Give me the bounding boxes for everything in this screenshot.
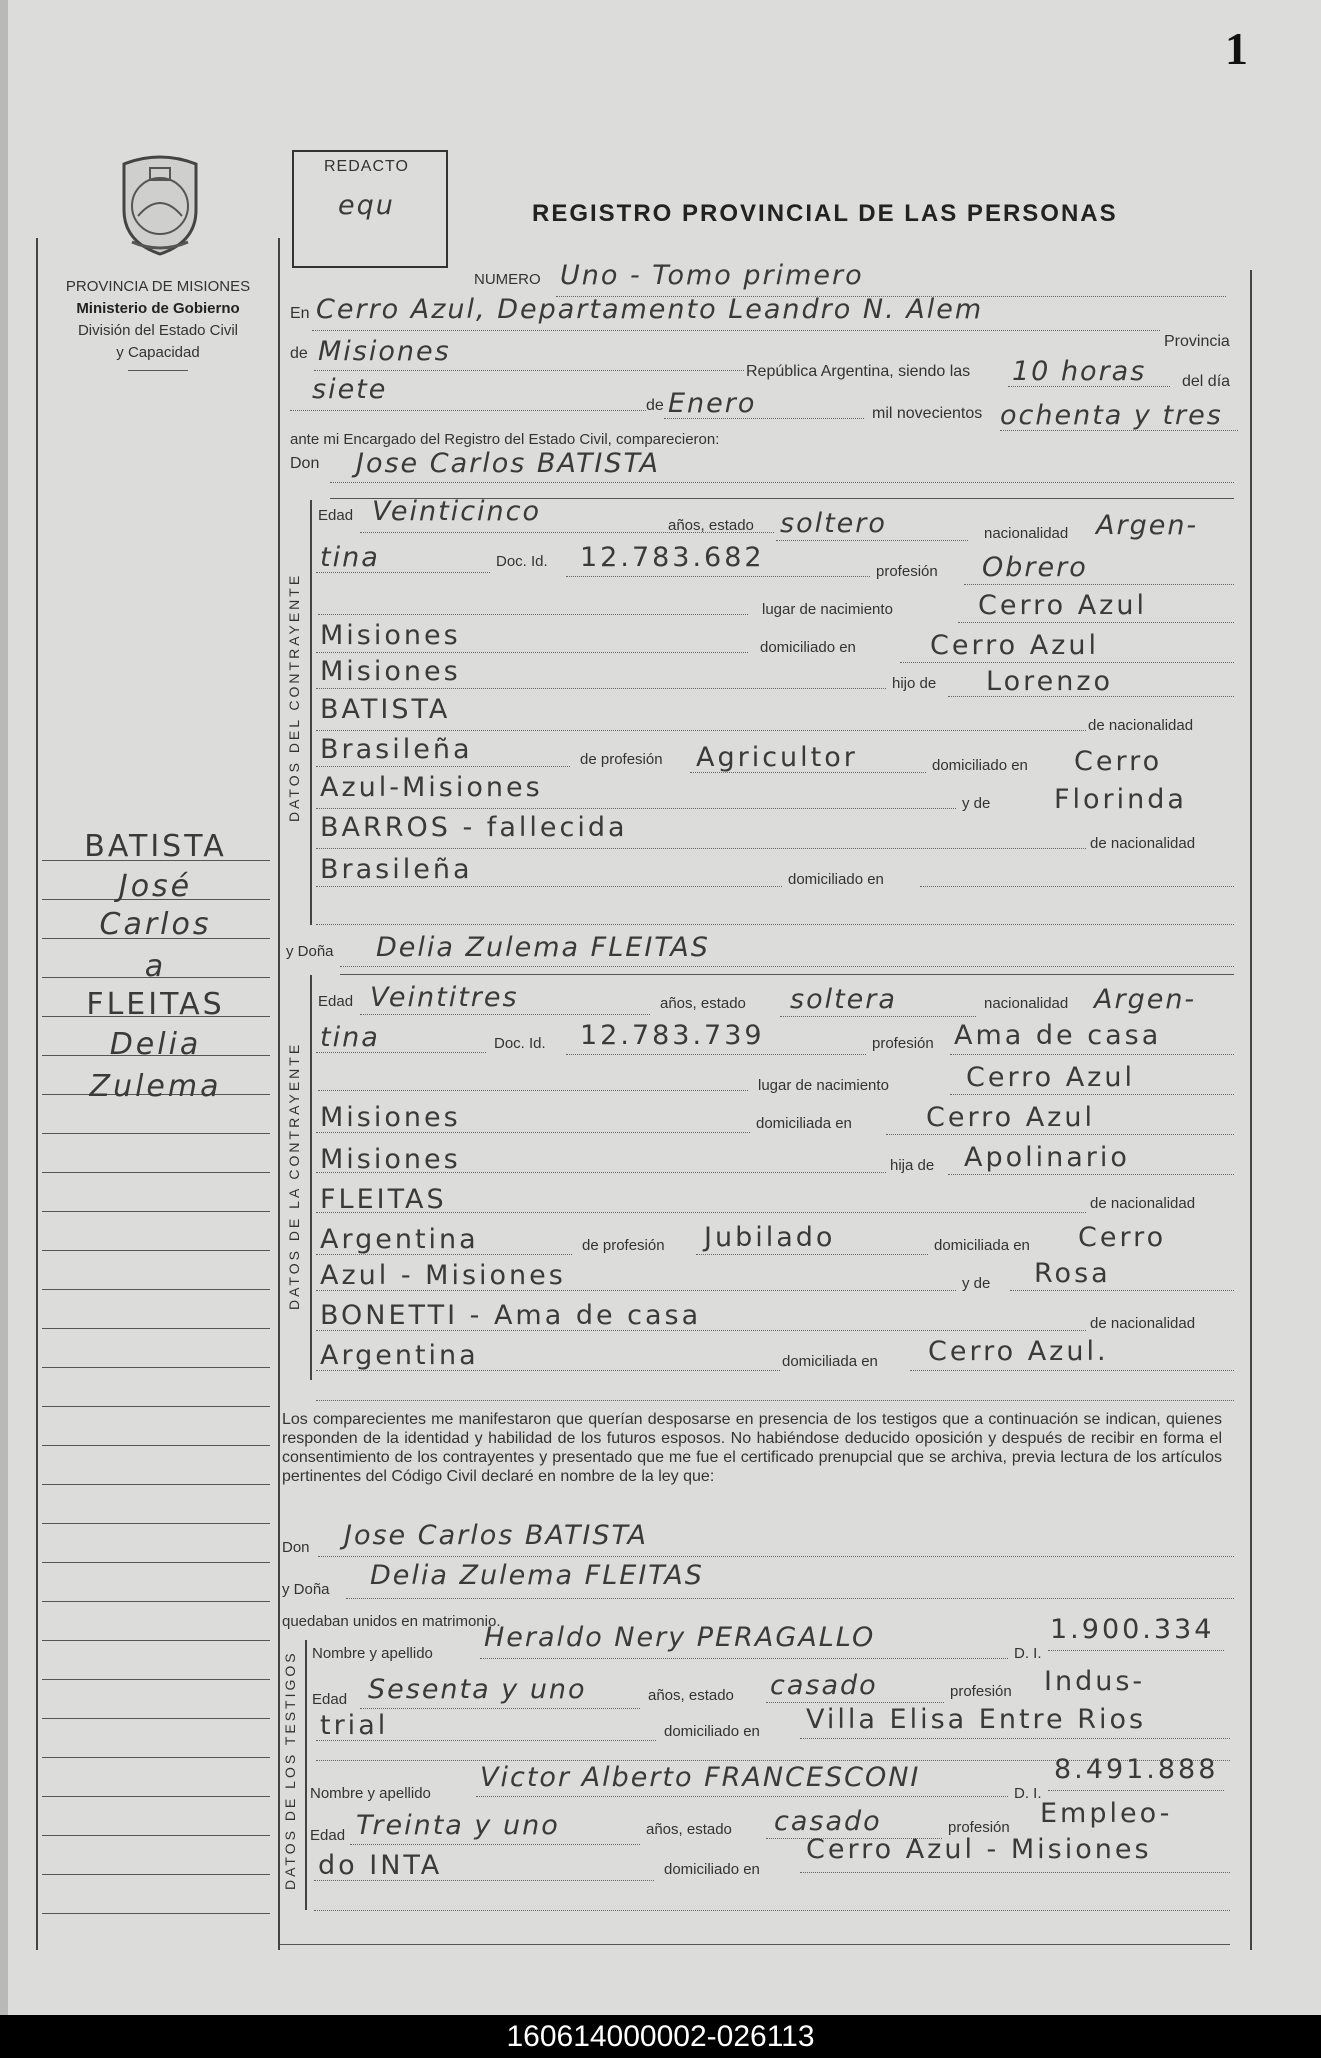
- f-madre-line: [1010, 1290, 1234, 1291]
- f-madre-dom-value: Cerro Azul.: [928, 1336, 1109, 1367]
- f-prof-line: [950, 1054, 1234, 1055]
- f-madre-nac-line: [316, 1370, 780, 1371]
- margin-rule: [42, 1445, 270, 1446]
- f-dom-value-a: Cerro Azul: [926, 1102, 1095, 1133]
- dia-value: siete: [312, 374, 388, 405]
- f-padre-dom-value-a: Cerro: [1078, 1222, 1167, 1253]
- del-dia-label: del día: [1182, 373, 1231, 390]
- t2-nombre-value: Victor Alberto FRANCESCONI: [480, 1762, 921, 1793]
- t2-di-value: 8.491.888: [1054, 1754, 1219, 1785]
- horas-line: [1008, 386, 1170, 387]
- f-madre-nac-label: de nacionalidad: [1090, 1315, 1196, 1332]
- c-blank-line-2: [316, 924, 1234, 925]
- f-padre-line: [948, 1174, 1234, 1175]
- margin-name-4: a: [144, 949, 167, 984]
- margin-name-5: FLEITAS: [86, 987, 225, 1022]
- f-nac-label: nacionalidad: [984, 995, 1069, 1012]
- anio-line: [1000, 430, 1238, 431]
- dona-value: Delia Zulema FLEITAS: [376, 932, 710, 963]
- t2-nombre-line: [476, 1796, 1008, 1797]
- t1-prof-line: [316, 1740, 656, 1741]
- f-madre-dom-line: [910, 1370, 1234, 1371]
- f-padre-dom-label: domiciliada en: [934, 1237, 1030, 1254]
- t2-di-label: D. I.: [1014, 1785, 1042, 1802]
- t2-prof-line: [314, 1880, 654, 1881]
- f-padre-prof-line: [696, 1254, 928, 1255]
- numero-value: Uno - Tomo primero: [560, 260, 864, 291]
- t2-blank-line: [314, 1910, 1230, 1911]
- c-blank-line: [318, 614, 748, 615]
- c-nac-label: nacionalidad: [984, 525, 1069, 542]
- t2-prof-label: profesión: [948, 1819, 1010, 1836]
- bottom-rule: [280, 1944, 1230, 1945]
- margin-rule: [42, 1523, 270, 1524]
- f-doc-line: [566, 1054, 866, 1055]
- testigos-box-line: [305, 1640, 307, 1910]
- c-dom-line-b: [316, 688, 886, 689]
- f-anos-label: años, estado: [660, 995, 746, 1012]
- f-edad-label: Edad: [318, 993, 354, 1010]
- contrayente-side-label: DATOS DEL CONTRAYENTE: [286, 572, 302, 822]
- margin-rule: [42, 1367, 270, 1368]
- t1-estado-line: [766, 1702, 944, 1703]
- c-padre-prof-label: de profesión: [580, 751, 663, 768]
- c-prof-label: profesión: [876, 563, 938, 580]
- mil-label: mil novecientos: [872, 405, 983, 422]
- margin-rule: [42, 1211, 270, 1212]
- margin-rule: [42, 1133, 270, 1134]
- margin-rule: [42, 1874, 270, 1875]
- t1-estado-value: casado: [770, 1670, 878, 1701]
- c-madre-value-b: BARROS - fallecida: [320, 812, 628, 843]
- don-value: Jose Carlos BATISTA: [356, 448, 661, 479]
- decl-dona-line: [346, 1598, 1234, 1599]
- f-padre-line-b: [316, 1212, 1086, 1213]
- f-y-de-label: y de: [962, 1275, 991, 1292]
- c-edad-label: Edad: [318, 507, 354, 524]
- t1-prof-label: profesión: [950, 1683, 1012, 1700]
- c-padre-value-a: Lorenzo: [986, 666, 1114, 697]
- page-title: REGISTRO PROVINCIAL DE LAS PERSONAS: [532, 200, 1118, 227]
- f-madre-nac-value: Argentina: [320, 1340, 479, 1371]
- t1-dom-value: Villa Elisa Entre Rios: [806, 1704, 1147, 1735]
- decl-dona-label: y Doña: [282, 1581, 330, 1598]
- mes-line: [664, 418, 864, 419]
- c-madre-nac-label: de nacionalidad: [1090, 835, 1196, 852]
- c-padre-nac-label: de nacionalidad: [1088, 717, 1194, 734]
- c-padre-dom-label: domiciliado en: [932, 757, 1028, 774]
- c-madre-nac-value: Brasileña: [320, 854, 473, 885]
- c-padre-nac-line: [316, 766, 570, 767]
- c-prof-value: Obrero: [982, 552, 1088, 583]
- f-blank-line: [318, 1090, 748, 1091]
- f-nac-value-b: tina: [320, 1022, 380, 1053]
- t1-nombre-value: Heraldo Nery PERAGALLO: [484, 1622, 876, 1653]
- f-padre-value-b: FLEITAS: [320, 1184, 447, 1215]
- contrayente-box-line: [310, 500, 312, 925]
- en-line: [312, 330, 1160, 331]
- page-number: 1: [1225, 23, 1248, 74]
- margin-rule: [42, 1406, 270, 1407]
- t1-edad-line: [360, 1708, 640, 1709]
- margin-rule: [42, 1172, 270, 1173]
- t2-dom-line: [800, 1872, 1230, 1873]
- don-label: Don: [290, 455, 320, 472]
- anio-value: ochenta y tres: [1000, 400, 1223, 431]
- margin-rule: [42, 1250, 270, 1251]
- issuing-office: [28, 276, 288, 371]
- c-padre-dom-value-b: Azul-Misiones: [320, 772, 543, 803]
- f-padre-prof-label: de profesión: [582, 1237, 665, 1254]
- f-edad-value: Veintitres: [370, 982, 519, 1013]
- t1-nombre-line: [480, 1658, 1008, 1659]
- office-province: PROVINCIA DE MISIONES: [65, 278, 251, 295]
- c-estado-value: soltero: [780, 508, 887, 539]
- de-value: Misiones: [318, 336, 451, 367]
- f-padre-dom-line: [316, 1290, 956, 1291]
- f-lugar-label: lugar de nacimiento: [758, 1077, 889, 1094]
- margin-rule: [42, 1796, 270, 1797]
- margin-rule: [42, 1328, 270, 1329]
- t2-estado-value: casado: [774, 1806, 882, 1837]
- f-padre-nac-label: de nacionalidad: [1090, 1195, 1196, 1212]
- en-value: Cerro Azul, Departamento Leandro N. Alem: [316, 294, 984, 325]
- f-doc-value: 12.783.739: [580, 1020, 765, 1051]
- c-edad-value: Veinticinco: [372, 496, 542, 527]
- t2-prof-value-b: do INTA: [318, 1850, 443, 1881]
- margin-name-2: José: [118, 869, 193, 904]
- c-padre-dom-line: [316, 808, 956, 809]
- f-nac-line: [316, 1052, 486, 1053]
- f-dom-value-b: Misiones: [320, 1144, 461, 1175]
- dona-rule: [340, 974, 1234, 975]
- de-label: de: [290, 345, 308, 362]
- ante-label: ante mi Encargado del Registro del Estado Civil, comparecieron:: [290, 431, 720, 448]
- office-division: División del Estado Civil: [77, 322, 239, 339]
- contrayenta-box-line: [310, 975, 312, 1380]
- f-madre-dom-label: domiciliada en: [782, 1353, 878, 1370]
- dona-line: [340, 966, 1234, 967]
- c-padre-nac-value: Brasileña: [320, 734, 473, 765]
- c-doc-line: [566, 576, 870, 577]
- c-lugar-value-a: Cerro Azul: [978, 590, 1147, 621]
- f-blank-line-2: [316, 1400, 1234, 1401]
- f-estado-value: soltera: [790, 984, 897, 1015]
- margin-rule: [42, 1679, 270, 1680]
- decl-don-line: [318, 1556, 1234, 1557]
- t2-prof-value-a: Empleo-: [1040, 1798, 1173, 1829]
- f-madre-line-b: [316, 1330, 1086, 1331]
- f-padre-value-a: Apolinario: [964, 1142, 1130, 1173]
- t1-di-label: D. I.: [1014, 1645, 1042, 1662]
- c-padre-line-b: [316, 730, 1086, 731]
- c-prof-line: [964, 584, 1234, 585]
- c-lugar-value-b: Misiones: [320, 620, 461, 651]
- f-hija-label: hija de: [890, 1157, 935, 1174]
- c-nac-value-a: Argen-: [1096, 510, 1199, 541]
- f-doc-label: Doc. Id.: [494, 1035, 546, 1052]
- de2-label: de: [646, 397, 664, 414]
- t1-di-line: [1048, 1650, 1224, 1651]
- f-dom-label: domiciliada en: [756, 1115, 852, 1132]
- numero-label: NUMERO: [474, 271, 541, 288]
- t1-dom-label: domiciliado en: [664, 1723, 760, 1740]
- redacto-box: [292, 150, 448, 268]
- en-label: En: [290, 305, 310, 322]
- margin-name-3: Carlos: [99, 907, 212, 942]
- f-padre-prof-value: Jubilado: [704, 1222, 836, 1253]
- redacto-initials: equ: [338, 190, 395, 221]
- c-dom-line: [900, 662, 1234, 663]
- c-madre-dom-label: domiciliado en: [788, 871, 884, 888]
- f-padre-dom-value-b: Azul - Misiones: [320, 1260, 566, 1291]
- decl-unidos-label: quedaban unidos en matrimonio.: [282, 1613, 501, 1630]
- office-capacity: y Capacidad: [116, 344, 200, 361]
- c-hijo-label: hijo de: [892, 675, 937, 692]
- don-line: [330, 482, 1234, 483]
- redacto-label: REDACTO: [324, 158, 409, 175]
- c-nac-line: [316, 572, 490, 573]
- office-divider: [128, 370, 188, 371]
- c-nac-value-b: tina: [320, 542, 380, 573]
- t1-edad-label: Edad: [312, 1691, 348, 1708]
- decl-don-label: Don: [282, 1539, 310, 1556]
- margin-rule: [42, 1913, 270, 1914]
- contrayenta-side-label: DATOS DE LA CONTRAYENTE: [286, 1041, 302, 1310]
- t1-di-value: 1.900.334: [1050, 1614, 1215, 1645]
- f-estado-line: [780, 1016, 976, 1017]
- f-nac-value-a: Argen-: [1094, 984, 1197, 1015]
- c-lugar-line: [958, 622, 1234, 623]
- c-madre-nac-line: [316, 886, 782, 887]
- margin-rule: [42, 1718, 270, 1719]
- mes-value: Enero: [668, 388, 757, 419]
- c-madre-dom-line: [920, 886, 1234, 887]
- t1-nombre-label: Nombre y apellido: [312, 1645, 433, 1662]
- c-padre-prof-line: [690, 772, 926, 773]
- f-madre-value-b: BONETTI - Ama de casa: [320, 1300, 702, 1331]
- c-padre-dom-value-a: Cerro: [1074, 746, 1163, 777]
- f-edad-line: [360, 1014, 650, 1015]
- f-dom-line-b: [316, 1172, 886, 1173]
- c-doc-label: Doc. Id.: [496, 553, 548, 570]
- f-lugar-line: [950, 1094, 1234, 1095]
- margin-rule: [42, 1289, 270, 1290]
- t2-edad-label: Edad: [310, 1827, 346, 1844]
- t1-edad-value: Sesenta y uno: [368, 1674, 587, 1705]
- c-anos-label: años, estado: [668, 517, 754, 534]
- margin-rule: [42, 1562, 270, 1563]
- c-padre-prof-value: Agricultor: [696, 742, 858, 773]
- c-y-de-label: y de: [962, 795, 991, 812]
- t1-anos-label: años, estado: [648, 1687, 734, 1704]
- t2-edad-line: [350, 1844, 640, 1845]
- t2-di-line: [1048, 1790, 1224, 1791]
- f-lugar-value-a: Cerro Azul: [966, 1062, 1135, 1093]
- c-madre-line: [316, 848, 1086, 849]
- t1-dom-line: [800, 1738, 1230, 1739]
- f-padre-nac-value: Argentina: [320, 1224, 479, 1255]
- c-lugar-label: lugar de nacimiento: [762, 601, 893, 618]
- document-id-footer: 160614000002-026113: [0, 2015, 1321, 2058]
- horas-value: 10 horas: [1012, 356, 1147, 387]
- margin-name-7: Zulema: [89, 1069, 222, 1104]
- margin-rule: [42, 1757, 270, 1758]
- provincial-seal-icon: [112, 150, 208, 256]
- f-dom-line: [886, 1134, 1234, 1135]
- c-estado-line: [776, 540, 968, 541]
- f-lugar-line-b: [316, 1132, 750, 1133]
- provincia-label: Provincia: [1164, 333, 1230, 350]
- f-lugar-value-b: Misiones: [320, 1102, 461, 1133]
- office-ministry: Ministerio de Gobierno: [76, 300, 240, 317]
- c-padre-line: [948, 696, 1234, 697]
- c-lugar-line-b: [316, 652, 748, 653]
- t2-dom-label: domiciliado en: [664, 1861, 760, 1878]
- margin-rule: [42, 1835, 270, 1836]
- f-madre-value-a: Rosa: [1034, 1258, 1111, 1289]
- dona-label: y Doña: [286, 943, 334, 960]
- decl-don-value: Jose Carlos BATISTA: [344, 1520, 649, 1551]
- testigos-side-label: DATOS DE LOS TESTIGOS: [282, 1650, 298, 1890]
- de-line: [314, 370, 744, 371]
- t2-anos-label: años, estado: [646, 1821, 732, 1838]
- margin-name-1: BATISTA: [84, 829, 227, 864]
- t2-edad-value: Treinta y uno: [356, 1810, 560, 1841]
- t1-prof-value-a: Indus-: [1044, 1666, 1146, 1697]
- main-column-line: [278, 238, 280, 1950]
- t1-prof-value-b: trial: [320, 1710, 389, 1741]
- c-dom-label: domiciliado en: [760, 639, 856, 656]
- c-dom-value-a: Cerro Azul: [930, 630, 1099, 661]
- declaration-paragraph: Los comparecientes me manifestaron que querían desposarse en presencia de los testigos que a continuación se indican, quienes responden de la identidad y habilidad de los futuros esposos. No habiéndose deducido oposición y después de recibir en forma el consentimiento de los contrayentes y presentado que me fue el certificado prenupcial que se archiva, previa lectura de los artículos pertinentes del Código Civil declaré en nombre de la ley que:: [282, 1411, 1222, 1485]
- dia-line: [290, 410, 646, 411]
- decl-dona-value: Delia Zulema FLEITAS: [370, 1560, 704, 1591]
- c-dom-value-b: Misiones: [320, 656, 461, 687]
- f-prof-label: profesión: [872, 1035, 934, 1052]
- margin-name-6: Delia: [109, 1027, 202, 1062]
- c-doc-value: 12.783.682: [580, 542, 765, 573]
- republica-label: República Argentina, siendo las: [746, 363, 971, 380]
- margin-rule: [42, 1640, 270, 1641]
- t2-dom-value: Cerro Azul - Misiones: [806, 1834, 1152, 1865]
- margin-rule: [42, 1601, 270, 1602]
- right-column-line: [1250, 270, 1252, 1950]
- c-madre-value-a: Florinda: [1054, 784, 1187, 815]
- f-prof-value: Ama de casa: [954, 1020, 1162, 1051]
- f-padre-nac-line: [316, 1254, 572, 1255]
- c-padre-value-b: BATISTA: [320, 694, 451, 725]
- margin-rule: [42, 1484, 270, 1485]
- t2-nombre-label: Nombre y apellido: [310, 1785, 431, 1802]
